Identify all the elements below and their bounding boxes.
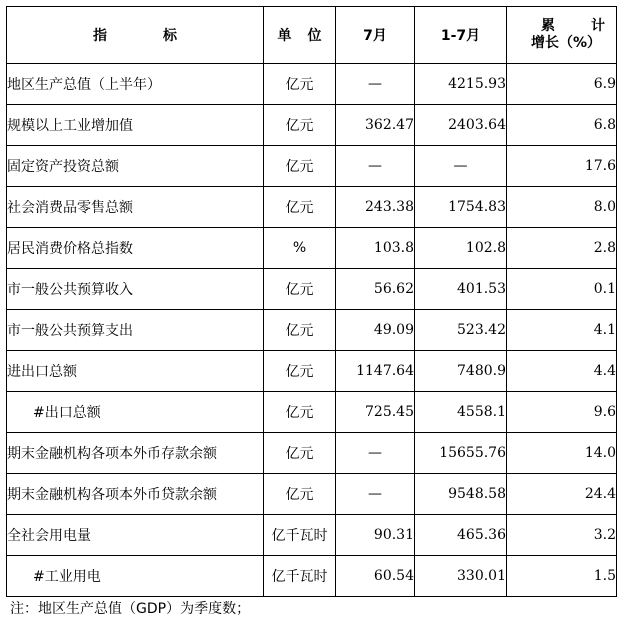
table-row — [7, 515, 617, 556]
growth-value-cell: 1.5 — [507, 556, 617, 597]
ytd-value-cell: 4215.93 — [415, 64, 507, 105]
unit-cell: 亿元 — [264, 310, 336, 351]
ytd-value-cell: 465.36 — [415, 515, 507, 556]
month-value-cell: 1147.64 — [336, 351, 415, 392]
unit-cell: 亿元 — [264, 187, 336, 228]
header-indicator-char1: 指 — [93, 28, 107, 44]
month-value-cell: — — [336, 64, 415, 105]
unit-cell: 亿元 — [264, 392, 336, 433]
indicator-cell: 全社会用电量 — [7, 515, 264, 556]
month-value-cell: — — [336, 146, 415, 187]
header-row — [7, 7, 617, 64]
ytd-value-cell: 15655.76 — [415, 433, 507, 474]
ytd-value-cell: 4558.1 — [415, 392, 507, 433]
month-value-cell: 56.62 — [336, 269, 415, 310]
table-row — [7, 351, 617, 392]
month-value-cell: 103.8 — [336, 228, 415, 269]
ytd-value-cell: 523.42 — [415, 310, 507, 351]
unit-cell: 亿元 — [264, 351, 336, 392]
growth-value-cell: 4.1 — [507, 310, 617, 351]
growth-value-cell: 6.8 — [507, 105, 617, 146]
growth-value-cell: 6.9 — [507, 64, 617, 105]
table-row — [7, 310, 617, 351]
table-row — [7, 392, 617, 433]
unit-cell: 亿元 — [264, 64, 336, 105]
month-value-cell: 243.38 — [336, 187, 415, 228]
growth-value-cell: 8.0 — [507, 187, 617, 228]
unit-cell: 亿元 — [264, 474, 336, 515]
unit-cell: 亿元 — [264, 146, 336, 187]
ytd-value-cell: — — [415, 146, 507, 187]
indicator-cell: 居民消费价格总指数 — [7, 228, 264, 269]
unit-cell: 亿元 — [264, 269, 336, 310]
growth-value-cell: 0.1 — [507, 269, 617, 310]
month-value-cell: 90.31 — [336, 515, 415, 556]
ytd-value-cell: 2403.64 — [415, 105, 507, 146]
table-row — [7, 474, 617, 515]
indicator-cell: 期末金融机构各项本外币存款余额 — [7, 433, 264, 474]
month-value-cell: — — [336, 474, 415, 515]
growth-value-cell: 3.2 — [507, 515, 617, 556]
growth-value-cell: 9.6 — [507, 392, 617, 433]
indicator-cell: 市一般公共预算支出 — [7, 310, 264, 351]
table-row — [7, 64, 617, 105]
unit-cell: % — [264, 228, 336, 269]
indicator-cell: 期末金融机构各项本外币贷款余额 — [7, 474, 264, 515]
indicator-cell: 固定资产投资总额 — [7, 146, 264, 187]
ytd-value-cell: 1754.83 — [415, 187, 507, 228]
growth-value-cell: 2.8 — [507, 228, 617, 269]
month-value-cell: — — [336, 433, 415, 474]
header-unit — [264, 7, 336, 64]
unit-cell: 亿元 — [264, 433, 336, 474]
header-growth — [507, 7, 617, 64]
indicator-cell: 进出口总额 — [7, 351, 264, 392]
indicator-cell: 规模以上工业增加值 — [7, 105, 264, 146]
table-row — [7, 187, 617, 228]
growth-value-cell: 24.4 — [507, 474, 617, 515]
table-row — [7, 269, 617, 310]
header-growth-line2: 增长（%） — [531, 35, 602, 51]
indicator-cell: #出口总额 — [7, 392, 264, 433]
header-unit-char1: 单 — [277, 28, 292, 44]
header-ytd: 1-7月 — [415, 7, 507, 64]
unit-cell: 亿千瓦时 — [264, 515, 336, 556]
indicator-cell: #工业用电 — [7, 556, 264, 597]
table-row — [7, 228, 617, 269]
ytd-value-cell: 330.01 — [415, 556, 507, 597]
indicator-cell: 社会消费品零售总额 — [7, 187, 264, 228]
header-indicator-char2: 标 — [163, 28, 177, 44]
ytd-value-cell: 401.53 — [415, 269, 507, 310]
ytd-value-cell: 102.8 — [415, 228, 507, 269]
statistics-table — [6, 6, 617, 597]
header-unit-char2: 位 — [307, 28, 322, 44]
table-row — [7, 105, 617, 146]
month-value-cell: 60.54 — [336, 556, 415, 597]
ytd-value-cell: 7480.9 — [415, 351, 507, 392]
ytd-value-cell: 9548.58 — [415, 474, 507, 515]
table-row — [7, 146, 617, 187]
unit-cell: 亿元 — [264, 105, 336, 146]
header-indicator — [7, 7, 264, 64]
month-value-cell: 49.09 — [336, 310, 415, 351]
growth-value-cell: 4.4 — [507, 351, 617, 392]
table-row — [7, 433, 617, 474]
month-value-cell: 725.45 — [336, 392, 415, 433]
header-growth-char2: 计 — [591, 18, 605, 34]
unit-cell: 亿千瓦时 — [264, 556, 336, 597]
footnote: 注：地区生产总值（GDP）为季度数； — [10, 601, 251, 617]
indicator-cell: 地区生产总值（上半年） — [7, 64, 264, 105]
header-month: 7月 — [336, 7, 415, 64]
header-growth-char1: 累 — [541, 18, 555, 34]
growth-value-cell: 14.0 — [507, 433, 617, 474]
table-row — [7, 556, 617, 597]
month-value-cell: 362.47 — [336, 105, 415, 146]
growth-value-cell: 17.6 — [507, 146, 617, 187]
indicator-cell: 市一般公共预算收入 — [7, 269, 264, 310]
